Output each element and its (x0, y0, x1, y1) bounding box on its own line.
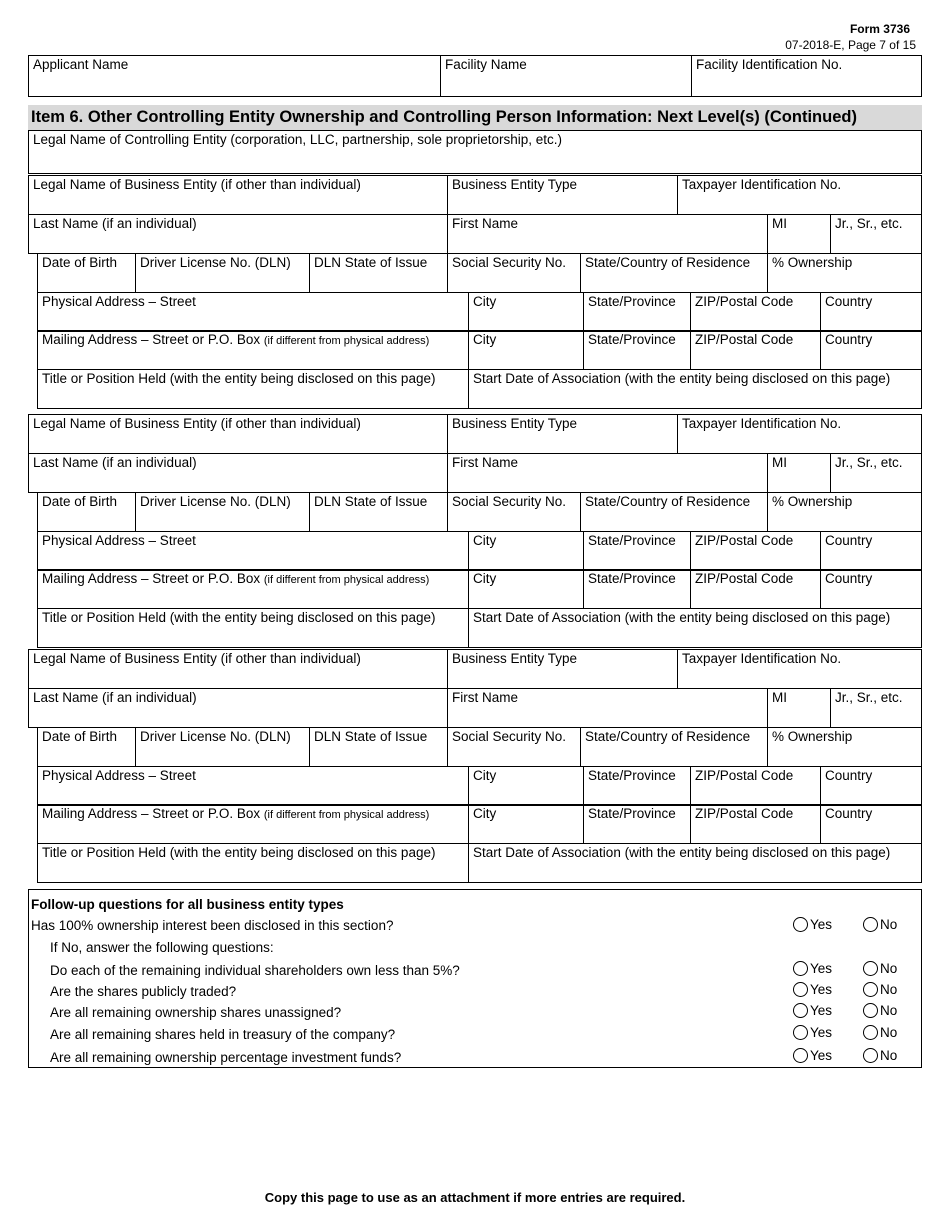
mailing-zip-field[interactable] (690, 330, 821, 370)
residence-label: State/Country of Residence (585, 255, 751, 270)
tin-field[interactable] (677, 414, 922, 454)
first-name-label: First Name (452, 216, 519, 231)
no-label: No (880, 1003, 898, 1018)
mailing-city-field[interactable] (468, 330, 584, 370)
mailing-street-label: Mailing Address – Street or P.O. Box (42, 332, 261, 347)
mi-label: MI (772, 216, 787, 231)
mailing-state-field[interactable] (583, 330, 691, 370)
suffix-field[interactable] (830, 688, 922, 728)
yes-label: Yes (810, 982, 833, 997)
mailing-state-label: State/Province (588, 806, 676, 821)
start-date-field[interactable] (468, 843, 922, 883)
last-name-field[interactable] (28, 453, 448, 493)
question-yes-radio[interactable] (793, 982, 832, 997)
physical-state-field[interactable] (583, 766, 691, 806)
physical-street-field[interactable] (37, 531, 469, 571)
radio-circle-icon (793, 1048, 808, 1063)
legal-name-label: Legal Name of Business Entity (if other than individual) (33, 416, 361, 431)
facility-id-label: Facility Identification No. (696, 57, 843, 72)
residence-field[interactable] (580, 492, 768, 532)
radio-circle-icon (863, 917, 878, 932)
physical-country-field[interactable] (820, 292, 922, 332)
facility-id-field[interactable] (691, 55, 922, 97)
dln-state-field[interactable] (309, 727, 448, 767)
yes-label: Yes (810, 961, 833, 976)
mailing-zip-label: ZIP/Postal Code (695, 806, 794, 821)
physical-street-label: Physical Address – Street (42, 294, 196, 309)
dln-state-label: DLN State of Issue (314, 255, 428, 270)
physical-country-label: Country (825, 533, 873, 548)
title-position-label: Title or Position Held (with the entity being disclosed on this page) (42, 845, 436, 860)
followup-heading: Follow-up questions for all business entity types (31, 897, 344, 912)
mailing-note: (if different from physical address) (263, 809, 430, 821)
mailing-country-field[interactable] (820, 804, 922, 844)
physical-street-field[interactable] (37, 766, 469, 806)
start-date-label: Start Date of Association (with the entity being disclosed on this page) (473, 610, 891, 625)
dln-field[interactable] (135, 253, 310, 293)
residence-label: State/Country of Residence (585, 494, 751, 509)
mailing-country-label: Country (825, 806, 873, 821)
dob-label: Date of Birth (42, 255, 118, 270)
entity-type-label: Business Entity Type (452, 651, 578, 666)
dob-label: Date of Birth (42, 494, 118, 509)
mailing-state-field[interactable] (583, 804, 691, 844)
radio-circle-icon (793, 982, 808, 997)
followup-section (28, 889, 922, 1068)
physical-state-label: State/Province (588, 294, 676, 309)
ownership-label: % Ownership (772, 255, 853, 270)
entity-type-field[interactable] (447, 649, 678, 689)
dln-state-field[interactable] (309, 253, 448, 293)
no-label: No (880, 1048, 898, 1063)
mailing-street-field[interactable] (37, 330, 469, 370)
form-page-info: 07-2018-E, Page 7 of 15 (785, 38, 916, 52)
no-label: No (880, 961, 898, 976)
followup-question: Are the shares publicly traded? (50, 984, 237, 999)
controlling-entity-label: Legal Name of Controlling Entity (corporation, LLC, partnership, sole proprietorship, etc.) (33, 132, 563, 147)
mailing-city-label: City (473, 571, 497, 586)
start-date-field[interactable] (468, 369, 922, 409)
radio-circle-icon (863, 1003, 878, 1018)
legal-name-label: Legal Name of Business Entity (if other than individual) (33, 177, 361, 192)
question-yes-radio[interactable] (793, 1025, 832, 1040)
mailing-note: (if different from physical address) (263, 335, 430, 347)
mailing-zip-label: ZIP/Postal Code (695, 332, 794, 347)
yes-label: Yes (810, 1025, 833, 1040)
title-position-field[interactable] (37, 608, 469, 648)
facility-name-field[interactable] (440, 55, 692, 97)
legal-name-label: Legal Name of Business Entity (if other than individual) (33, 651, 361, 666)
mailing-street-field[interactable] (37, 804, 469, 844)
legal-name-field[interactable] (28, 175, 448, 215)
physical-city-field[interactable] (468, 292, 584, 332)
physical-state-field[interactable] (583, 531, 691, 571)
dln-state-label: DLN State of Issue (314, 729, 428, 744)
mailing-state-label: State/Province (588, 571, 676, 586)
mailing-state-field[interactable] (583, 569, 691, 609)
ssn-field[interactable] (447, 492, 581, 532)
physical-city-label: City (473, 533, 497, 548)
mailing-country-label: Country (825, 571, 873, 586)
followup-question: Do each of the remaining individual shareholders own less than 5%? (50, 963, 460, 978)
physical-country-field[interactable] (820, 531, 922, 571)
applicant-name-field[interactable] (28, 55, 441, 97)
last-name-label: Last Name (if an individual) (33, 690, 197, 705)
first-name-label: First Name (452, 690, 519, 705)
start-date-label: Start Date of Association (with the entity being disclosed on this page) (473, 845, 891, 860)
mi-field[interactable] (767, 453, 831, 493)
radio-circle-icon (863, 1025, 878, 1040)
title-position-field[interactable] (37, 369, 469, 409)
dob-field[interactable] (37, 253, 136, 293)
yes-label: Yes (810, 1048, 833, 1063)
entity-type-label: Business Entity Type (452, 416, 578, 431)
question-yes-radio[interactable] (793, 1048, 832, 1063)
radio-circle-icon (793, 961, 808, 976)
mailing-state-label: State/Province (588, 332, 676, 347)
physical-state-label: State/Province (588, 768, 676, 783)
ssn-label: Social Security No. (452, 494, 567, 509)
dln-field[interactable] (135, 492, 310, 532)
radio-circle-icon (793, 917, 808, 932)
entity-type-field[interactable] (447, 175, 678, 215)
mailing-zip-field[interactable] (690, 569, 821, 609)
legal-name-field[interactable] (28, 414, 448, 454)
tin-label: Taxpayer Identification No. (682, 651, 842, 666)
mailing-city-field[interactable] (468, 569, 584, 609)
no-label: No (880, 917, 898, 932)
mailing-zip-label: ZIP/Postal Code (695, 571, 794, 586)
physical-street-label: Physical Address – Street (42, 768, 196, 783)
footer-note: Copy this page to use as an attachment if more entries are required. (264, 1190, 686, 1205)
radio-circle-icon (793, 1003, 808, 1018)
question-no-radio[interactable] (863, 982, 897, 997)
ownership-field[interactable] (767, 727, 922, 767)
tin-label: Taxpayer Identification No. (682, 177, 842, 192)
mailing-country-label: Country (825, 332, 873, 347)
ssn-label: Social Security No. (452, 729, 567, 744)
mailing-street-label: Mailing Address – Street or P.O. Box (42, 571, 261, 586)
dln-state-label: DLN State of Issue (314, 494, 428, 509)
dln-label: Driver License No. (DLN) (140, 729, 291, 744)
mailing-street-field[interactable] (37, 569, 469, 609)
ssn-field[interactable] (447, 253, 581, 293)
suffix-field[interactable] (830, 453, 922, 493)
dln-field[interactable] (135, 727, 310, 767)
mi-field[interactable] (767, 688, 831, 728)
physical-zip-field[interactable] (690, 292, 821, 332)
physical-country-label: Country (825, 768, 873, 783)
mi-label: MI (772, 690, 787, 705)
physical-zip-label: ZIP/Postal Code (695, 533, 794, 548)
radio-circle-icon (863, 961, 878, 976)
followup-question: Are all remaining ownership shares unassigned? (50, 1005, 342, 1020)
radio-circle-icon (793, 1025, 808, 1040)
title-position-label: Title or Position Held (with the entity being disclosed on this page) (42, 371, 436, 386)
form-number: Form 3736 (849, 22, 910, 36)
residence-field[interactable] (580, 253, 768, 293)
question-yes-radio[interactable] (793, 1003, 832, 1018)
question-no-radio[interactable] (863, 961, 897, 976)
physical-city-label: City (473, 294, 497, 309)
last-name-field[interactable] (28, 214, 448, 254)
followup-question: Are all remaining shares held in treasury of the company? (50, 1027, 396, 1042)
legal-name-field[interactable] (28, 649, 448, 689)
yes-label: Yes (810, 917, 833, 932)
if-no-instruction: If No, answer the following questions: (50, 940, 274, 955)
followup-question: Are all remaining ownership percentage investment funds? (50, 1050, 402, 1065)
tin-label: Taxpayer Identification No. (682, 416, 842, 431)
yes-label: Yes (810, 1003, 833, 1018)
mailing-zip-field[interactable] (690, 804, 821, 844)
radio-circle-icon (863, 1048, 878, 1063)
ownership-field[interactable] (767, 492, 922, 532)
dob-label: Date of Birth (42, 729, 118, 744)
question-no-radio[interactable] (863, 1048, 897, 1063)
dln-label: Driver License No. (DLN) (140, 255, 291, 270)
ownership-field[interactable] (767, 253, 922, 293)
mailing-city-label: City (473, 806, 497, 821)
physical-country-label: Country (825, 294, 873, 309)
ownership-label: % Ownership (772, 729, 853, 744)
physical-city-field[interactable] (468, 766, 584, 806)
start-date-label: Start Date of Association (with the entity being disclosed on this page) (473, 371, 891, 386)
entity-type-label: Business Entity Type (452, 177, 578, 192)
start-date-field[interactable] (468, 608, 922, 648)
question-no-radio[interactable] (863, 1003, 897, 1018)
dln-label: Driver License No. (DLN) (140, 494, 291, 509)
residence-label: State/Country of Residence (585, 729, 751, 744)
suffix-field[interactable] (830, 214, 922, 254)
physical-zip-label: ZIP/Postal Code (695, 768, 794, 783)
first-name-field[interactable] (447, 453, 768, 493)
last-name-field[interactable] (28, 688, 448, 728)
physical-city-label: City (473, 768, 497, 783)
tin-field[interactable] (677, 175, 922, 215)
physical-state-field[interactable] (583, 292, 691, 332)
mi-label: MI (772, 455, 787, 470)
controlling-entity-name-field[interactable] (28, 130, 922, 174)
ssn-label: Social Security No. (452, 255, 567, 270)
mailing-note: (if different from physical address) (263, 574, 430, 586)
section-title: Item 6. Other Controlling Entity Ownership and Controlling Person Information: Next Level(s) (Continued) (28, 105, 922, 130)
first-name-field[interactable] (447, 688, 768, 728)
title-position-field[interactable] (37, 843, 469, 883)
mailing-country-field[interactable] (820, 330, 922, 370)
suffix-label: Jr., Sr., etc. (835, 216, 903, 231)
entity-type-field[interactable] (447, 414, 678, 454)
question-yes-radio[interactable] (793, 961, 832, 976)
dln-state-field[interactable] (309, 492, 448, 532)
suffix-label: Jr., Sr., etc. (835, 455, 903, 470)
title-position-label: Title or Position Held (with the entity being disclosed on this page) (42, 610, 436, 625)
physical-street-field[interactable] (37, 292, 469, 332)
suffix-label: Jr., Sr., etc. (835, 690, 903, 705)
physical-country-field[interactable] (820, 766, 922, 806)
last-name-label: Last Name (if an individual) (33, 216, 197, 231)
mi-field[interactable] (767, 214, 831, 254)
physical-zip-field[interactable] (690, 531, 821, 571)
residence-field[interactable] (580, 727, 768, 767)
question-no-radio[interactable] (863, 1025, 897, 1040)
physical-zip-field[interactable] (690, 766, 821, 806)
radio-circle-icon (863, 982, 878, 997)
facility-name-label: Facility Name (445, 57, 527, 72)
mailing-street-label: Mailing Address – Street or P.O. Box (42, 806, 261, 821)
mailing-city-label: City (473, 332, 497, 347)
dob-field[interactable] (37, 727, 136, 767)
ownership-label: % Ownership (772, 494, 853, 509)
main-question-no-radio[interactable] (863, 917, 897, 932)
main-question: Has 100% ownership interest been disclosed in this section? (31, 918, 394, 933)
dob-field[interactable] (37, 492, 136, 532)
ssn-field[interactable] (447, 727, 581, 767)
last-name-label: Last Name (if an individual) (33, 455, 197, 470)
no-label: No (880, 1025, 898, 1040)
physical-street-label: Physical Address – Street (42, 533, 196, 548)
physical-city-field[interactable] (468, 531, 584, 571)
applicant-name-label: Applicant Name (33, 57, 129, 72)
main-question-yes-radio[interactable] (793, 917, 832, 932)
first-name-field[interactable] (447, 214, 768, 254)
no-label: No (880, 982, 898, 997)
mailing-country-field[interactable] (820, 569, 922, 609)
first-name-label: First Name (452, 455, 519, 470)
physical-state-label: State/Province (588, 533, 676, 548)
physical-zip-label: ZIP/Postal Code (695, 294, 794, 309)
mailing-city-field[interactable] (468, 804, 584, 844)
tin-field[interactable] (677, 649, 922, 689)
